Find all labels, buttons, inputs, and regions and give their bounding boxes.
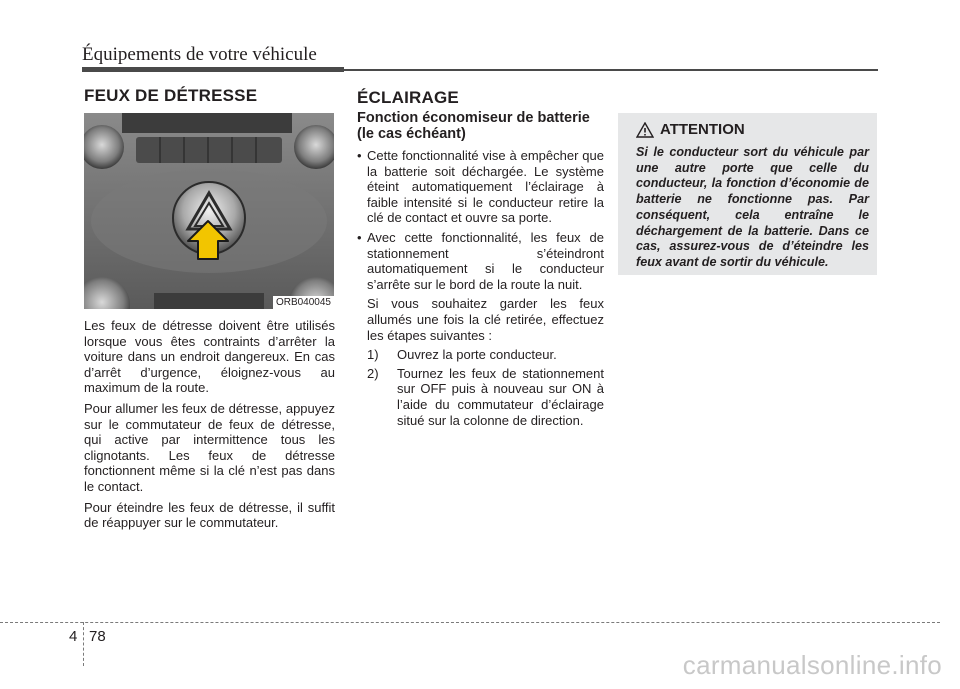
bullet-continuation: Si vous souhaitez garder les feux allumés une fois la clé retirée, effectuez les étapes suivantes : — [367, 296, 604, 343]
photo-reference-label: ORB040045 — [273, 296, 334, 309]
step-number: 2) — [367, 365, 379, 381]
step-number: 1) — [367, 347, 379, 363]
battery-saver-text — [357, 110, 604, 431]
footer-dashed-rule — [0, 622, 940, 623]
page-number: 78 — [89, 628, 106, 645]
subsection-title: Fonction économiseur de batterie (le cas échéant) — [357, 110, 590, 142]
section-title-hazard-lights: FEUX DE DÉTRESSE — [84, 86, 258, 105]
step-item — [367, 347, 604, 363]
step-item — [367, 366, 604, 428]
warning-box — [618, 113, 877, 275]
header-bar — [82, 67, 344, 72]
footer-vertical-rule — [83, 622, 84, 666]
hazard-lights-text — [84, 318, 335, 536]
paragraph: Pour éteindre les feux de détresse, il suffit de réappuyer sur le commutateur. — [84, 499, 335, 531]
section-title-lighting: ÉCLAIRAGE — [357, 88, 459, 107]
bullet-item: • Avec cette fonctionnalité, les feux de stationnement s’éteindront automatiquement si le conducteur s’arrête sur le bord de la route la nuit. — [357, 230, 604, 292]
paragraph: Les feux de détresse doivent être utilisés lorsque vous êtes contraints d’arrêter la voiture dans un endroit dangereux. En cas d’arrêt d’urgence, éloignez-vous au maximum de la route. — [84, 318, 335, 396]
step-text: Ouvrez la porte conducteur. — [397, 347, 557, 363]
warning-triangle-icon — [636, 122, 654, 138]
header-rule — [344, 69, 878, 71]
bullet-item: • Cette fonctionnalité vise à empêcher que la batterie soit déchargée. Le système éteint automatiquement l’éclairage à faible intensité si le conducteur retire la clé de contact et ouvre sa porte. — [357, 148, 604, 226]
step-text: Tournez les feux de stationnement sur OFF puis à nouveau sur ON à l’aide du commutateur d’éclairage situé sur la colonne de direction. — [397, 365, 604, 428]
warning-text: Si le conducteur sort du véhicule par une autre porte que celle du conducteur, la fonction d’économie de batterie ne fonctionne pas. Par conséquent, cela entraîne le déchargement de la batterie. Dans ce cas, assurez-vous de d’éteindre les feux avant de sortir du véhicule. — [636, 145, 869, 269]
page-header-title: Équipements de votre véhicule — [82, 44, 317, 65]
paragraph: Pour allumer les feux de détresse, appuyez sur le commutateur de feux de détresse, qui active par intermittence tous les clignotants. Les feux de détresse fonctionnent même si la clé n’est pas dans le contact. — [84, 400, 335, 494]
warning-header — [636, 121, 745, 138]
hazard-switch-photo — [84, 113, 334, 309]
watermark: carmanualsonline.info — [682, 650, 942, 680]
chapter-number: 4 — [69, 628, 78, 645]
warning-title: ATTENTION — [660, 121, 745, 138]
dashboard-illustration — [84, 113, 334, 309]
